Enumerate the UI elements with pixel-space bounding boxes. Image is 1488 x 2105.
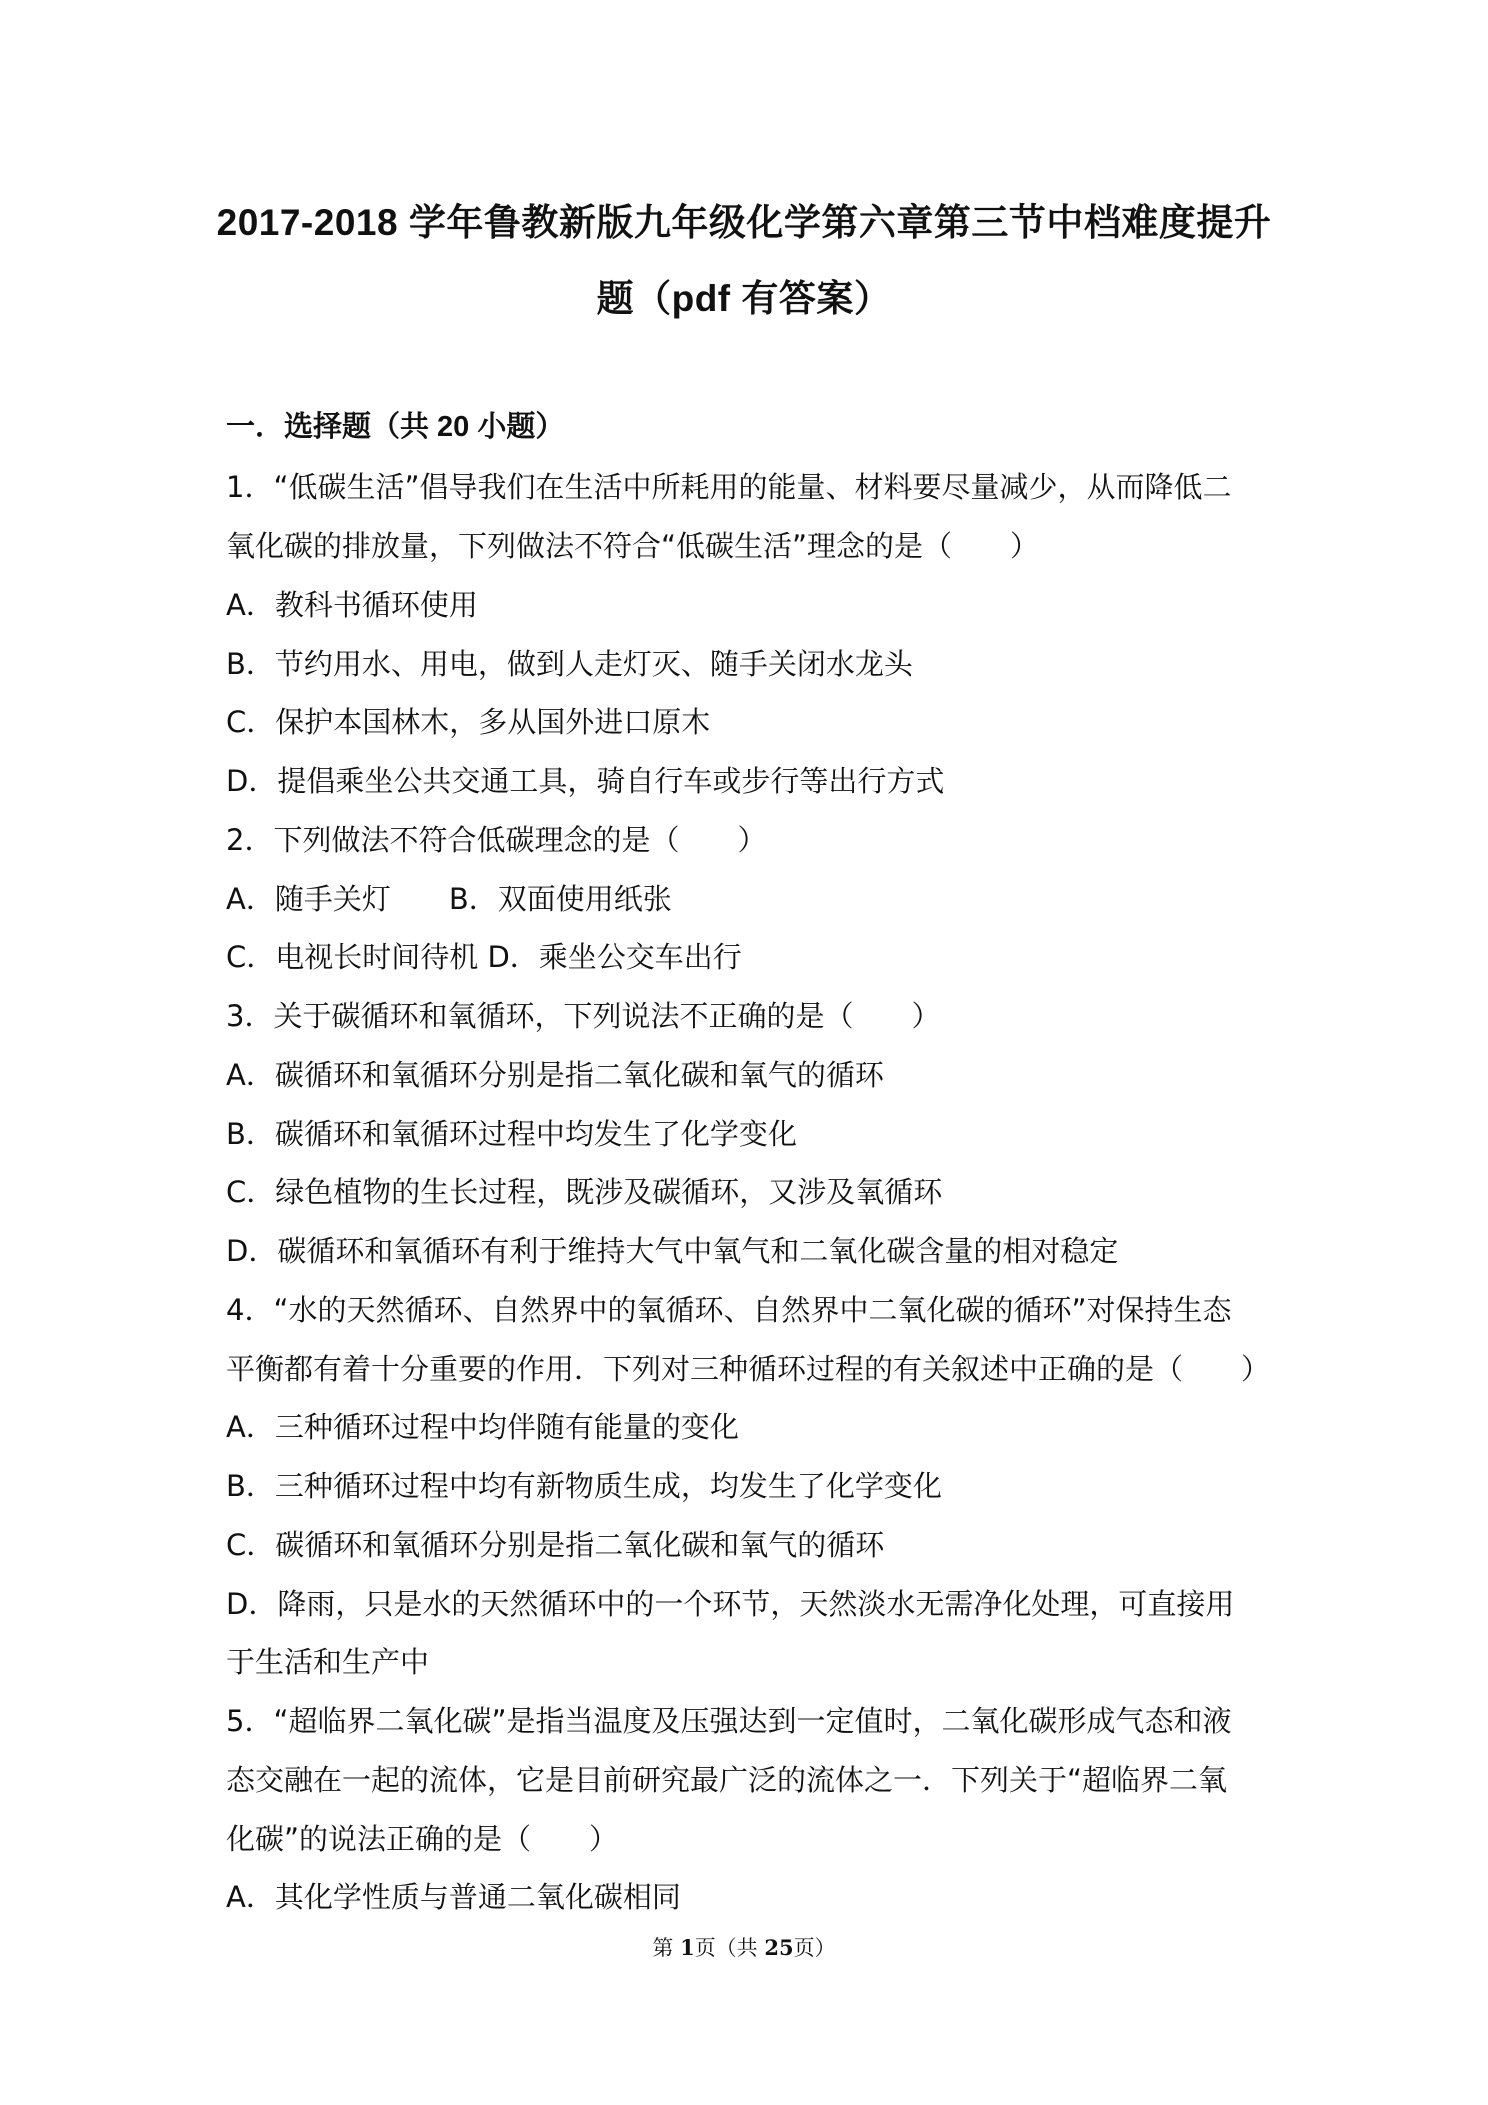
footer-suffix: 页） xyxy=(793,1936,836,1960)
text-line: D．碳循环和氧循环有利于维持大气中氧气和二氧化碳含量的相对稳定 xyxy=(226,1234,1119,1268)
text-line: 4．“水的天然循环、自然界中的氧循环、自然界中二氧化碳的循环”对保持生态 xyxy=(226,1293,1232,1327)
text-line: C．碳循环和氧循环分别是指二氧化碳和氧气的循环 xyxy=(226,1528,885,1562)
text-line: A．随手关灯 B．双面使用纸张 xyxy=(226,882,672,916)
text-line: A．其化学性质与普通二氧化碳相同 xyxy=(226,1880,681,1914)
text-line: 3．关于碳循环和氧循环，下列说法不正确的是（ ） xyxy=(226,999,941,1033)
document-title-line-1: 2017-2018 学年鲁教新版九年级化学第六章第三节中档难度提升 xyxy=(216,202,1272,243)
text-line: 平衡都有着十分重要的作用．下列对三种循环过程的有关叙述中正确的是（ ） xyxy=(226,1352,1271,1386)
footer-total-pages: 25 xyxy=(764,1935,794,1960)
text-line: C．绿色植物的生长过程，既涉及碳循环，又涉及氧循环 xyxy=(226,1175,943,1209)
section-heading: 一．选择题（共 20 小题） xyxy=(226,411,565,443)
page-footer xyxy=(0,1932,1488,1962)
text-line: 5．“超临界二氧化碳”是指当温度及压强达到一定值时，二氧化碳形成气态和液 xyxy=(226,1704,1232,1738)
text-line: A．碳循环和氧循环分别是指二氧化碳和氧气的循环 xyxy=(226,1058,884,1092)
text-line: B．三种循环过程中均有新物质生成，均发生了化学变化 xyxy=(226,1469,942,1503)
text-line: C．保护本国林木，多从国外进口原木 xyxy=(226,705,711,739)
footer-prefix: 第 xyxy=(652,1936,681,1960)
text-line: 1．“低碳生活”倡导我们在生活中所耗用的能量、材料要尽量减少，从而降低二 xyxy=(226,470,1232,504)
text-line: 氧化碳的排放量，下列做法不符合“低碳生活”理念的是（ ） xyxy=(226,529,1040,563)
text-line: A．教科书循环使用 xyxy=(226,588,478,622)
text-line: B．节约用水、用电，做到人走灯灭、随手关闭水龙头 xyxy=(226,647,913,681)
text-line: 态交融在一起的流体，它是目前研究最广泛的流体之一．下列关于“超临界二氧 xyxy=(226,1763,1228,1797)
text-line: D．提倡乘坐公共交通工具，骑自行车或步行等出行方式 xyxy=(226,764,945,798)
text-line: C．电视长时间待机 D．乘坐公交车出行 xyxy=(226,940,742,974)
footer-middle: 页（共 xyxy=(694,1936,765,1960)
text-line: B．碳循环和氧循环过程中均发生了化学变化 xyxy=(226,1117,797,1151)
footer-page-number: 1 xyxy=(680,1935,695,1960)
text-line: 2．下列做法不符合低碳理念的是（ ） xyxy=(226,823,767,857)
document-title-line-2: 题（pdf 有答案） xyxy=(596,278,892,319)
text-line: 化碳”的说法正确的是（ ） xyxy=(226,1822,619,1856)
text-line: A．三种循环过程中均伴随有能量的变化 xyxy=(226,1410,739,1444)
text-line: 于生活和生产中 xyxy=(226,1645,430,1679)
text-line: D．降雨，只是水的天然循环中的一个环节，天然淡水无需净化处理，可直接用 xyxy=(226,1587,1235,1621)
